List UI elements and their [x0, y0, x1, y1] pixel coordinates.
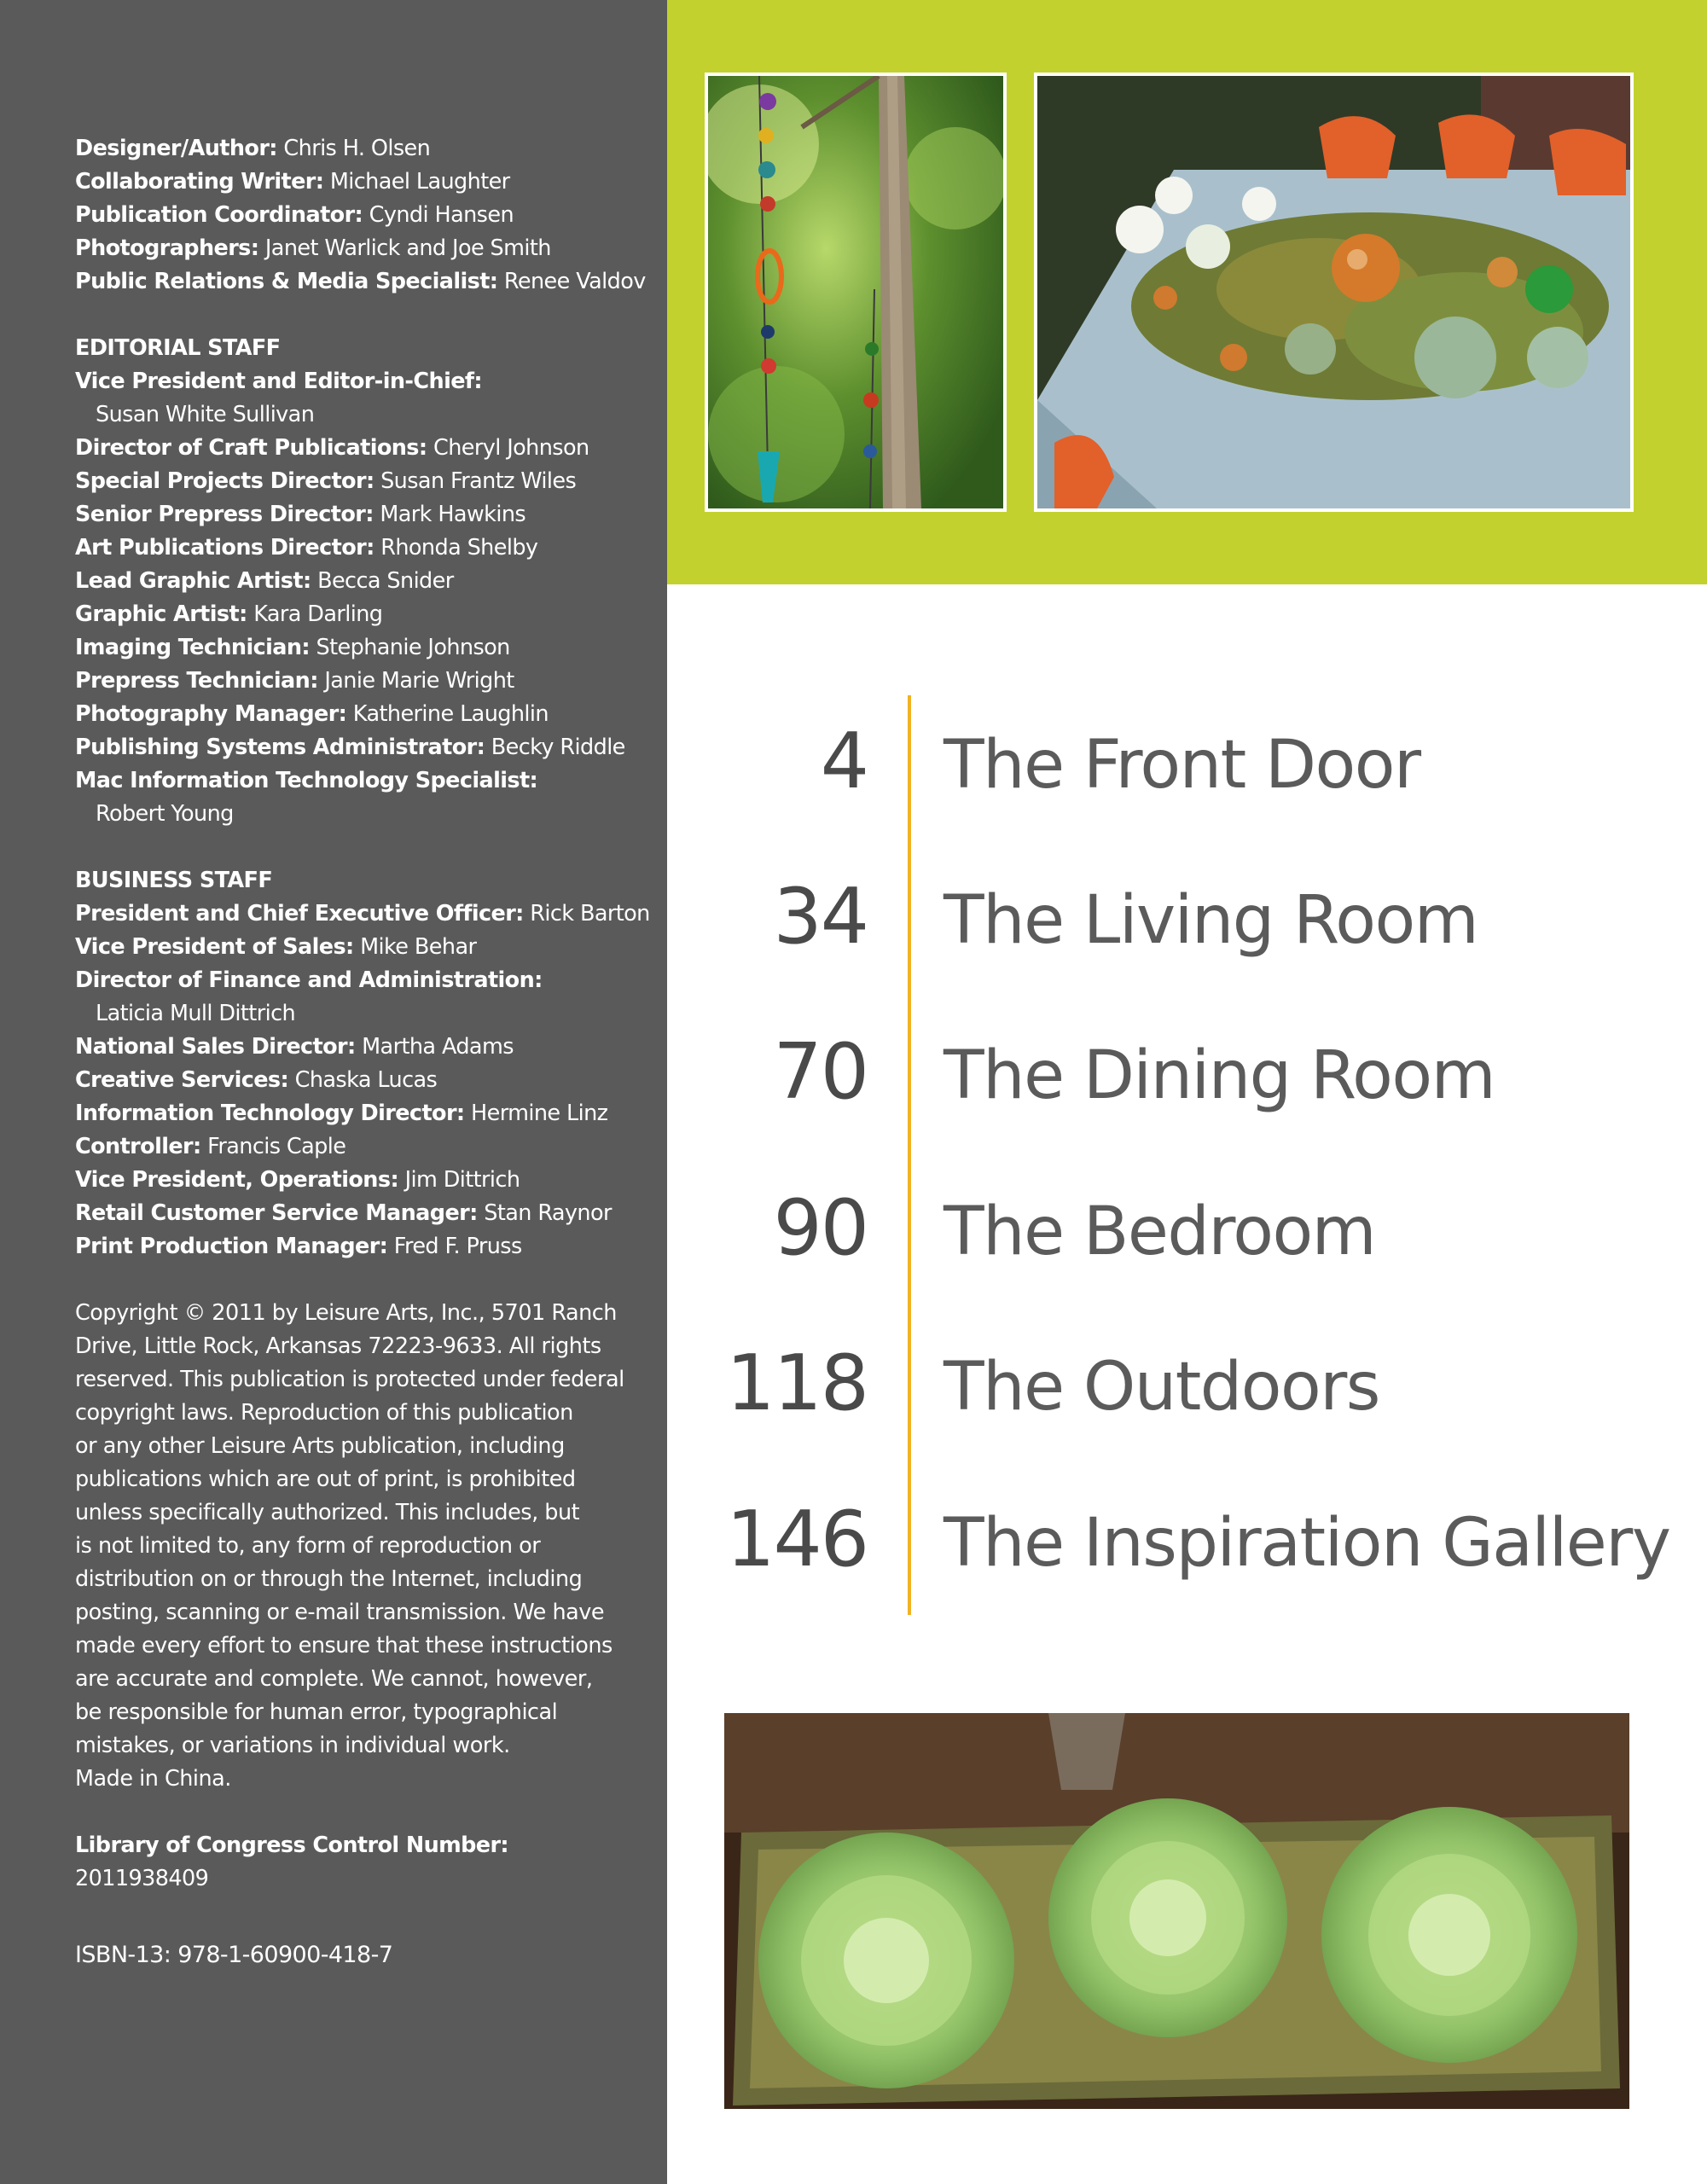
credit-line: Controller: Francis Caple: [75, 1134, 346, 1159]
copyright-notice: Copyright © 2011 by Leisure Arts, Inc., 5701 Ranch Drive, Little Rock, Arkansas 72223-9633. All rights reserved. This publication is protected under federal copyright laws. Reproduction of this publication or any other Leisure Arts publication, including publications which are out of print, is prohibited unless specifically authorized. This includes, but is not limited to, any form of reproduction or distribution on or through the Internet, including posting, scanning or e-mail transmission. We have made every effort to ensure that these instructions are accurate and complete. We cannot, however, be responsible for human error, typographical mistakes, or variations in individual work. Made in China.: [75, 1300, 624, 1792]
toc-item-bedroom[interactable]: [667, 1149, 1707, 1303]
credit-line: Director of Craft Publications: Cheryl Johnson: [75, 435, 589, 461]
credit-line: Lead Graphic Artist: Becca Snider: [75, 568, 454, 594]
credit-line: Retail Customer Service Manager: Stan Raynor: [75, 1200, 612, 1226]
credit-line: Senior Prepress Director: Mark Hawkins: [75, 502, 526, 527]
credit-line: Collaborating Writer: Michael Laughter: [75, 169, 510, 195]
photo-hanging-beads: [705, 73, 1007, 512]
toc-item-front-door[interactable]: [667, 682, 1707, 836]
credit-line: Graphic Artist: Kara Darling: [75, 601, 383, 627]
credit-line: Laticia Mull Dittrich: [96, 1001, 296, 1026]
credit-line: Photographers: Janet Warlick and Joe Smith: [75, 235, 551, 261]
credits-panel: [0, 0, 667, 2184]
credit-line: Print Production Manager: Fred F. Pruss: [75, 1234, 522, 1259]
credit-line: President and Chief Executive Officer: Rick Barton: [75, 901, 650, 926]
credit-line: Vice President, Operations: Jim Dittrich: [75, 1167, 520, 1193]
credit-line: Susan White Sullivan: [96, 402, 315, 427]
toc-page-number: 146: [726, 1495, 868, 1584]
credit-line: Director of Finance and Administration:: [75, 967, 543, 993]
toc-title: The Outdoors: [943, 1349, 1379, 1426]
photo-table-centerpiece: [1034, 73, 1634, 512]
toc-page-number: 118: [726, 1339, 868, 1428]
credit-line: Photography Manager: Katherine Laughlin: [75, 701, 549, 727]
editorial-list: [75, 365, 638, 831]
credits-text: [75, 132, 650, 1972]
credit-line: Publishing Systems Administrator: Becky Riddle: [75, 735, 625, 760]
credit-line: Special Projects Director: Susan Frantz Wiles: [75, 468, 577, 494]
toc-page-number: 4: [820, 717, 868, 806]
toc-title: The Dining Room: [943, 1037, 1495, 1114]
credit-line: Information Technology Director: Hermine Linz: [75, 1101, 608, 1126]
credit-line: Prepress Technician: Janie Marie Wright: [75, 668, 514, 694]
credit-line: Public Relations & Media Specialist: Renee Valdov: [75, 269, 646, 294]
credit-line: Publication Coordinator: Cyndi Hansen: [75, 202, 514, 228]
loc-number: 2011938409: [75, 1866, 209, 1891]
toc-item-living-room[interactable]: [667, 838, 1707, 991]
toc-page-number: 90: [773, 1183, 868, 1273]
loc-label: Library of Congress Control Number:: [75, 1833, 509, 1858]
toc-title: The Inspiration Gallery: [943, 1505, 1670, 1582]
credit-line: Art Publications Director: Rhonda Shelby: [75, 535, 538, 561]
business-list: [75, 897, 650, 1263]
credit-line: Designer/Author: Chris H. Olsen: [75, 136, 431, 161]
photo-succulent-tray: [724, 1713, 1629, 2109]
isbn: ISBN-13: 978-1-60900-418-7: [75, 1942, 393, 1968]
credit-line: Vice President and Editor-in-Chief:: [75, 369, 483, 394]
toc-page-number: 70: [773, 1027, 868, 1117]
toc-page-number: 34: [773, 872, 868, 961]
credit-line: Creative Services: Chaska Lucas: [75, 1067, 438, 1093]
toc-item-outdoors[interactable]: [667, 1304, 1707, 1458]
business-heading: BUSINESS STAFF: [75, 868, 273, 893]
toc-title: The Front Door: [943, 727, 1420, 804]
toc-item-inspiration-gallery[interactable]: [667, 1461, 1707, 1614]
credit-line: Vice President of Sales: Mike Behar: [75, 934, 477, 960]
credit-line: National Sales Director: Martha Adams: [75, 1034, 514, 1060]
credit-line: Mac Information Technology Specialist:: [75, 768, 538, 793]
toc-title: The Bedroom: [943, 1194, 1376, 1270]
people-list: [75, 132, 646, 299]
toc-title: The Living Room: [943, 882, 1478, 959]
editorial-heading: EDITORIAL STAFF: [75, 335, 281, 361]
toc-item-dining-room[interactable]: [667, 993, 1707, 1147]
credit-line: Robert Young: [96, 801, 234, 827]
credit-line: Imaging Technician: Stephanie Johnson: [75, 635, 510, 660]
